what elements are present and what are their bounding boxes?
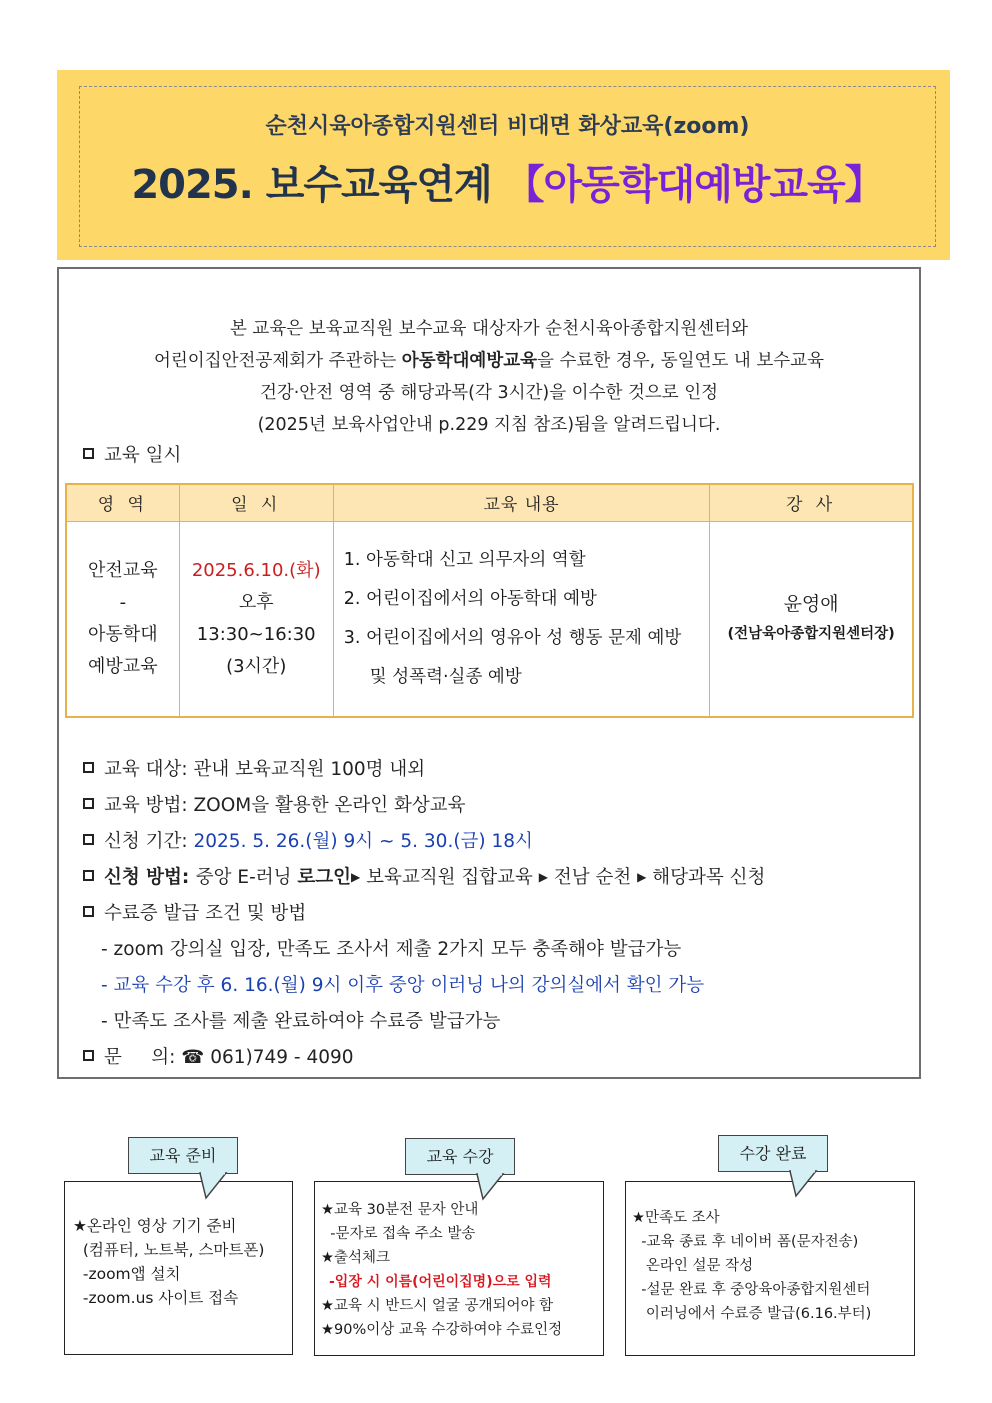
square-bullet-icon bbox=[83, 834, 94, 845]
callout-tail-icon bbox=[198, 1172, 228, 1200]
square-bullet-icon bbox=[83, 448, 94, 459]
schedule-table bbox=[65, 483, 914, 718]
table-row bbox=[66, 521, 913, 717]
date-ampm: 오후 bbox=[238, 591, 274, 613]
square-bullet-icon bbox=[83, 906, 94, 917]
header-teacher: 강 사 bbox=[710, 484, 913, 521]
step-label-complete: 수강 완료 bbox=[718, 1135, 828, 1172]
intro-line-3: 건강·안전 영역 중 해당과목(각 3시간)을 이수한 것으로 인정 bbox=[259, 383, 719, 403]
list-item: 1. 아동학대 신고 의무자의 역할 bbox=[343, 549, 586, 570]
date-day: 2025.6.10.(화) bbox=[191, 559, 321, 581]
content-list bbox=[344, 541, 709, 697]
apply-step: 보육교직원 집합교육 bbox=[360, 867, 539, 888]
intro-paragraph bbox=[59, 313, 919, 441]
callout-tail-icon bbox=[475, 1173, 505, 1201]
schedule-heading bbox=[83, 441, 181, 467]
info-target bbox=[83, 755, 425, 781]
header-content: 교육 내용 bbox=[333, 484, 709, 521]
info-period-value: 2025. 5. 26.(월) 9시 ~ 5. 30.(금) 18시 bbox=[193, 831, 533, 852]
intro-line-2 bbox=[59, 345, 919, 377]
step-line: ★만족도 조사 bbox=[632, 1210, 720, 1226]
step-line: ★교육 시 반드시 얼굴 공개되어야 함 bbox=[321, 1298, 554, 1314]
info-contact bbox=[83, 1043, 354, 1069]
triangle-right-icon: ▶ bbox=[351, 870, 361, 884]
intro-line-4: (2025년 보육사업안내 p.229 지침 참조)됨을 알려드립니다. bbox=[257, 415, 721, 435]
intro-highlight: 아동학대예방교육 bbox=[401, 351, 538, 371]
callout-tail-icon bbox=[788, 1170, 818, 1198]
header-dashed-frame bbox=[79, 86, 936, 247]
list-item: 3. 어린이집에서의 영유아 성 행동 문제 예방 bbox=[343, 627, 682, 648]
schedule-heading-text: 교육 일시 bbox=[104, 445, 182, 466]
intro-line-1: 본 교육은 보육교직원 보수교육 대상자가 순천시육아종합지원센터와 bbox=[229, 319, 749, 339]
apply-step: 해당과목 신청 bbox=[646, 867, 766, 888]
title-accent: 【아동학대예방교육】 bbox=[504, 162, 884, 208]
cert-condition-3: - 만족도 조사를 제출 완료하여야 수료증 발급가능 bbox=[101, 1011, 501, 1032]
triangle-right-icon: ▶ bbox=[538, 870, 548, 884]
date-duration: (3시간) bbox=[226, 655, 287, 677]
teacher-org: (전남육아종합지원센터장) bbox=[727, 625, 895, 642]
step-label-prepare: 교육 준비 bbox=[128, 1137, 238, 1174]
info-target-text: 교육 대상: 관내 보육교직원 100명 내외 bbox=[104, 759, 426, 780]
square-bullet-icon bbox=[83, 1050, 94, 1061]
step-line: 온라인 설문 작성 bbox=[632, 1258, 754, 1274]
header-subtitle: 순천시육아종합지원센터 비대면 화상교육(zoom) bbox=[265, 114, 750, 139]
step-line: -설문 완료 후 중앙육아종합지원센터 bbox=[632, 1282, 871, 1298]
step-box-complete bbox=[625, 1181, 915, 1356]
step-line: ★온라인 영상 기기 준비 bbox=[73, 1217, 237, 1235]
step-line: ★교육 30분전 문자 안내 bbox=[321, 1202, 479, 1218]
step-box-attend bbox=[314, 1181, 604, 1356]
info-method-label: 교육 방법: bbox=[104, 795, 194, 816]
area-line: 아동학대 bbox=[88, 623, 158, 645]
intro-line-2a: 어린이집안전공제회가 주관하는 bbox=[154, 351, 402, 371]
step-line: -zoom.us 사이트 접속 bbox=[73, 1289, 239, 1307]
step-line: 이러닝에서 수료증 발급(6.16.부터) bbox=[632, 1306, 872, 1322]
square-bullet-icon bbox=[83, 762, 94, 773]
step-line: -교육 종료 후 네이버 폼(문자전송) bbox=[632, 1234, 859, 1250]
step-line: ★출석체크 bbox=[321, 1250, 391, 1266]
info-period bbox=[83, 827, 533, 853]
cell-teacher bbox=[710, 521, 913, 717]
cert-heading-text: 수료증 발급 조건 및 방법 bbox=[104, 903, 307, 924]
title-main: 2025. 보수교육연계 bbox=[131, 162, 492, 208]
list-item: 2. 어린이집에서의 아동학대 예방 bbox=[343, 588, 597, 609]
header-area: 영 역 bbox=[66, 484, 179, 521]
cert-condition-1: - zoom 강의실 입장, 만족도 조사서 제출 2가지 모두 충족해야 발급가능 bbox=[101, 939, 682, 960]
step-line: ★90%이상 교육 수강하여야 수료인정 bbox=[321, 1322, 563, 1338]
info-method-value: ZOOM을 활용한 온라인 화상교육 bbox=[193, 795, 466, 816]
contact-label: 문 의: bbox=[104, 1047, 182, 1068]
info-apply-label: 신청 방법: bbox=[104, 867, 196, 888]
step-line: (컴퓨터, 노트북, 스마트폰) bbox=[73, 1241, 265, 1259]
cell-date bbox=[179, 521, 333, 717]
intro-line-2b: 을 수료한 경우, 동일연도 내 보수교육 bbox=[537, 351, 824, 371]
main-content-box bbox=[57, 267, 921, 1079]
square-bullet-icon bbox=[83, 798, 94, 809]
apply-step: 중앙 E-러닝 bbox=[195, 867, 298, 888]
cell-area bbox=[66, 521, 179, 717]
info-apply bbox=[83, 863, 765, 889]
area-line: - bbox=[119, 591, 127, 613]
list-item: 및 성폭력·실종 예방 bbox=[369, 666, 522, 687]
apply-step: 로그인 bbox=[297, 867, 352, 888]
cert-condition-2: - 교육 수강 후 6. 16.(월) 9시 이후 중앙 이러닝 나의 강의실에서 확인 가능 bbox=[101, 975, 705, 996]
step-line-highlight: -입장 시 이름(어린이집명)으로 입력 bbox=[329, 1274, 552, 1290]
header-date: 일 시 bbox=[179, 484, 333, 521]
apply-step: 전남 순천 bbox=[547, 867, 638, 888]
step-label-attend: 교육 수강 bbox=[405, 1138, 515, 1175]
cell-content bbox=[333, 521, 709, 717]
step-line: -zoom앱 설치 bbox=[73, 1265, 181, 1283]
teacher-name: 윤영애 bbox=[783, 592, 839, 615]
info-period-label: 신청 기간: bbox=[104, 831, 194, 852]
step-box-prepare bbox=[64, 1181, 293, 1355]
info-cert-heading bbox=[83, 899, 306, 925]
area-line: 안전교육 bbox=[88, 559, 158, 581]
step-line: -문자로 접속 주소 발송 bbox=[321, 1226, 476, 1242]
square-bullet-icon bbox=[83, 870, 94, 881]
contact-phone: ☎ 061)749 - 4090 bbox=[181, 1047, 354, 1068]
date-time: 13:30~16:30 bbox=[196, 623, 316, 645]
area-line: 예방교육 bbox=[88, 655, 158, 677]
info-method bbox=[83, 791, 465, 817]
header-title bbox=[80, 153, 935, 210]
header-banner bbox=[57, 70, 950, 260]
triangle-right-icon: ▶ bbox=[637, 870, 647, 884]
table-header-row bbox=[66, 484, 913, 521]
